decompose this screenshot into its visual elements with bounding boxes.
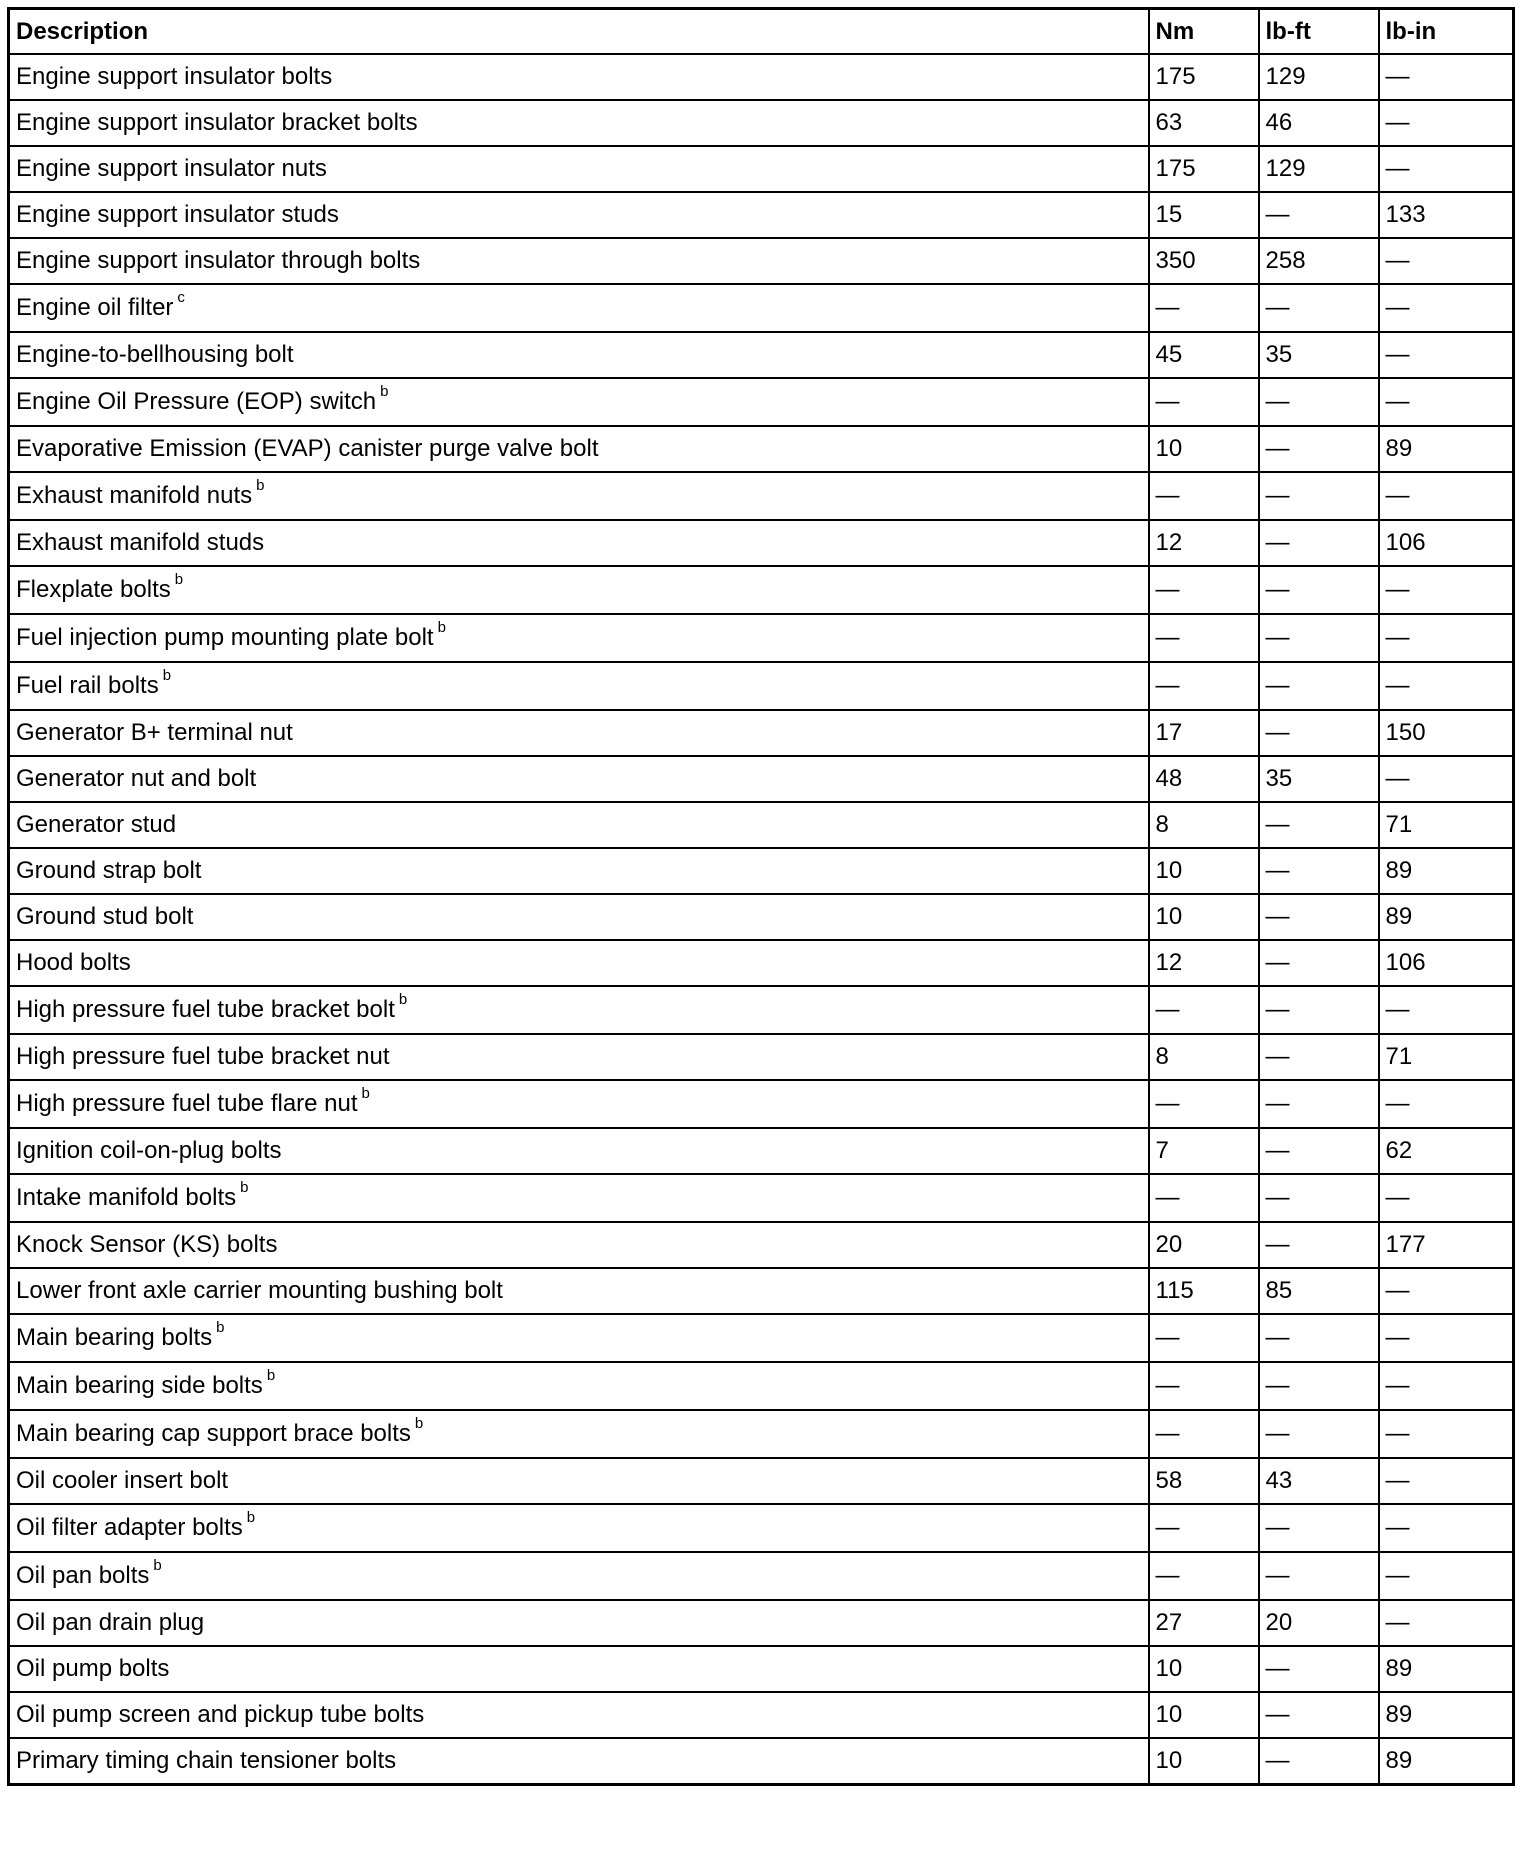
lbft-cell: — <box>1259 1174 1379 1222</box>
footnote-marker: b <box>174 571 184 588</box>
lbft-cell: — <box>1259 1080 1379 1128</box>
description-text: Engine support insulator through bolts <box>16 247 421 274</box>
description-text: Engine-to-bellhousing bolt <box>16 341 294 368</box>
footnote-marker: b <box>246 1509 256 1526</box>
table-row <box>9 1080 1514 1128</box>
lbin-cell: — <box>1379 1268 1514 1314</box>
nm-cell: 175 <box>1149 54 1259 100</box>
lbft-cell: — <box>1259 520 1379 566</box>
table-row <box>9 614 1514 662</box>
table-row <box>9 520 1514 566</box>
description-text: Oil filter adapter bolts <box>16 1514 243 1541</box>
table-row <box>9 1174 1514 1222</box>
table-row <box>9 662 1514 710</box>
nm-cell: — <box>1149 1362 1259 1410</box>
table-row <box>9 802 1514 848</box>
lbft-cell: 258 <box>1259 238 1379 284</box>
nm-cell: — <box>1149 1080 1259 1128</box>
table-row <box>9 192 1514 238</box>
lbin-cell: 177 <box>1379 1222 1514 1268</box>
table-body <box>9 54 1514 1785</box>
description-text: Oil cooler insert bolt <box>16 1467 229 1494</box>
lbin-cell: — <box>1379 662 1514 710</box>
nm-cell: — <box>1149 378 1259 426</box>
table-row <box>9 1504 1514 1552</box>
nm-cell: 20 <box>1149 1222 1259 1268</box>
nm-cell: 48 <box>1149 756 1259 802</box>
description-text: Oil pan bolts <box>16 1562 150 1589</box>
table-row <box>9 1738 1514 1785</box>
description-cell <box>9 1268 1149 1314</box>
lbft-cell: — <box>1259 614 1379 662</box>
description-cell <box>9 192 1149 238</box>
description-text: Ground stud bolt <box>16 903 194 930</box>
lbin-cell: — <box>1379 1362 1514 1410</box>
description-text: Ground strap bolt <box>16 857 202 884</box>
table-row <box>9 1034 1514 1080</box>
description-cell <box>9 520 1149 566</box>
description-text: Knock Sensor (KS) bolts <box>16 1231 278 1258</box>
table-row <box>9 1458 1514 1504</box>
lbin-cell: 89 <box>1379 1692 1514 1738</box>
description-cell <box>9 1692 1149 1738</box>
description-cell <box>9 710 1149 756</box>
nm-cell: — <box>1149 472 1259 520</box>
lbin-cell: — <box>1379 1410 1514 1458</box>
description-text: Engine support insulator bracket bolts <box>16 109 418 136</box>
table-row <box>9 1600 1514 1646</box>
lbin-cell: — <box>1379 1600 1514 1646</box>
description-cell <box>9 1034 1149 1080</box>
description-text: High pressure fuel tube bracket bolt <box>16 996 395 1023</box>
description-cell <box>9 1362 1149 1410</box>
nm-cell: — <box>1149 566 1259 614</box>
lbin-cell: 62 <box>1379 1128 1514 1174</box>
lbin-cell: — <box>1379 100 1514 146</box>
nm-cell: 350 <box>1149 238 1259 284</box>
footnote-marker: b <box>380 383 389 400</box>
lbin-cell: — <box>1379 332 1514 378</box>
description-text: Evaporative Emission (EVAP) canister purge valve bolt <box>16 435 599 462</box>
lbft-cell: 35 <box>1259 756 1379 802</box>
nm-cell: 115 <box>1149 1268 1259 1314</box>
lbin-cell: 89 <box>1379 848 1514 894</box>
footnote-marker: b <box>437 619 446 636</box>
description-cell <box>9 848 1149 894</box>
nm-cell: 15 <box>1149 192 1259 238</box>
lbft-cell: — <box>1259 894 1379 940</box>
header-nm: Nm <box>1149 9 1259 55</box>
description-cell <box>9 1738 1149 1785</box>
lbin-cell: 89 <box>1379 894 1514 940</box>
table-row <box>9 472 1514 520</box>
description-text: Engine support insulator studs <box>16 201 339 228</box>
nm-cell: — <box>1149 1174 1259 1222</box>
lbin-cell: — <box>1379 146 1514 192</box>
nm-cell: 8 <box>1149 802 1259 848</box>
description-text: Fuel rail bolts <box>16 672 159 699</box>
lbft-cell: — <box>1259 472 1379 520</box>
lbin-cell: — <box>1379 566 1514 614</box>
nm-cell: 58 <box>1149 1458 1259 1504</box>
description-text: Intake manifold bolts <box>16 1184 237 1211</box>
lbft-cell: — <box>1259 1552 1379 1600</box>
table-row <box>9 54 1514 100</box>
description-text: Oil pump screen and pickup tube bolts <box>16 1701 425 1728</box>
torque-spec-table <box>7 7 1515 1786</box>
description-cell <box>9 426 1149 472</box>
nm-cell: 10 <box>1149 1646 1259 1692</box>
description-text: Oil pump bolts <box>16 1655 170 1682</box>
description-cell <box>9 332 1149 378</box>
description-cell <box>9 100 1149 146</box>
description-cell <box>9 986 1149 1034</box>
description-text: Hood bolts <box>16 949 131 976</box>
lbin-cell: 89 <box>1379 426 1514 472</box>
description-cell <box>9 566 1149 614</box>
table-row <box>9 100 1514 146</box>
table-row <box>9 566 1514 614</box>
table-row <box>9 426 1514 472</box>
description-text: Engine support insulator bolts <box>16 63 333 90</box>
lbin-cell: 150 <box>1379 710 1514 756</box>
description-cell <box>9 614 1149 662</box>
lbft-cell: — <box>1259 1362 1379 1410</box>
description-text: Exhaust manifold nuts <box>16 482 253 509</box>
description-cell <box>9 940 1149 986</box>
description-cell <box>9 146 1149 192</box>
table-row <box>9 1692 1514 1738</box>
description-cell <box>9 378 1149 426</box>
table-row <box>9 1646 1514 1692</box>
footnote-marker: b <box>153 1557 162 1574</box>
table-row <box>9 1314 1514 1362</box>
table-row <box>9 940 1514 986</box>
header-lbin: lb-in <box>1379 9 1514 55</box>
description-cell <box>9 1314 1149 1362</box>
nm-cell: — <box>1149 662 1259 710</box>
footnote-marker: b <box>398 991 408 1008</box>
header-row <box>9 9 1514 55</box>
description-cell <box>9 1646 1149 1692</box>
lbin-cell: — <box>1379 1080 1514 1128</box>
header-description: Description <box>9 9 1149 55</box>
lbft-cell: 129 <box>1259 54 1379 100</box>
nm-cell: 63 <box>1149 100 1259 146</box>
lbft-cell: — <box>1259 1692 1379 1738</box>
description-cell <box>9 1128 1149 1174</box>
description-text: Flexplate bolts <box>16 576 171 603</box>
description-text: Generator stud <box>16 811 177 838</box>
description-text: Lower front axle carrier mounting bushing bolt <box>16 1277 503 1304</box>
description-text: Main bearing bolts <box>16 1324 213 1351</box>
table-row <box>9 1222 1514 1268</box>
description-cell <box>9 472 1149 520</box>
lbft-cell: — <box>1259 1646 1379 1692</box>
description-text: Oil pan drain plug <box>16 1609 205 1636</box>
table-row <box>9 1268 1514 1314</box>
description-text: Main bearing cap support brace bolts <box>16 1420 411 1447</box>
nm-cell: — <box>1149 614 1259 662</box>
nm-cell: 12 <box>1149 940 1259 986</box>
description-text: Fuel injection pump mounting plate bolt <box>16 624 434 651</box>
nm-cell: 10 <box>1149 426 1259 472</box>
lbft-cell: — <box>1259 940 1379 986</box>
nm-cell: 7 <box>1149 1128 1259 1174</box>
description-cell <box>9 284 1149 332</box>
lbin-cell: 106 <box>1379 940 1514 986</box>
footnote-marker: b <box>162 667 172 684</box>
table-row <box>9 1552 1514 1600</box>
lbin-cell: — <box>1379 756 1514 802</box>
lbin-cell: — <box>1379 472 1514 520</box>
description-cell <box>9 662 1149 710</box>
description-text: Generator B+ terminal nut <box>16 719 293 746</box>
table-row <box>9 332 1514 378</box>
nm-cell: 10 <box>1149 1738 1259 1785</box>
table-row <box>9 1410 1514 1458</box>
nm-cell: 8 <box>1149 1034 1259 1080</box>
lbin-cell: — <box>1379 1458 1514 1504</box>
lbin-cell: 106 <box>1379 520 1514 566</box>
lbin-cell: 71 <box>1379 1034 1514 1080</box>
nm-cell: 10 <box>1149 1692 1259 1738</box>
nm-cell: — <box>1149 284 1259 332</box>
lbin-cell: — <box>1379 986 1514 1034</box>
lbft-cell: 35 <box>1259 332 1379 378</box>
description-text: High pressure fuel tube flare nut <box>16 1090 358 1117</box>
lbft-cell: — <box>1259 986 1379 1034</box>
description-cell <box>9 1080 1149 1128</box>
description-text: Primary timing chain tensioner bolts <box>16 1747 397 1774</box>
nm-cell: 12 <box>1149 520 1259 566</box>
lbft-cell: 85 <box>1259 1268 1379 1314</box>
table-row <box>9 986 1514 1034</box>
description-cell <box>9 1174 1149 1222</box>
nm-cell: — <box>1149 1552 1259 1600</box>
description-text: Ignition coil-on-plug bolts <box>16 1137 282 1164</box>
lbft-cell: — <box>1259 1410 1379 1458</box>
table-row <box>9 710 1514 756</box>
description-text: Engine oil filter <box>16 294 174 321</box>
description-text: Generator nut and bolt <box>16 765 257 792</box>
nm-cell: 45 <box>1149 332 1259 378</box>
footnote-marker: b <box>256 477 265 494</box>
description-cell <box>9 1222 1149 1268</box>
lbft-cell: — <box>1259 1504 1379 1552</box>
lbft-cell: — <box>1259 848 1379 894</box>
footnote-marker: b <box>361 1085 370 1102</box>
nm-cell: 17 <box>1149 710 1259 756</box>
description-text: Exhaust manifold studs <box>16 529 265 556</box>
footnote-marker: b <box>216 1319 225 1336</box>
nm-cell: 175 <box>1149 146 1259 192</box>
description-cell <box>9 756 1149 802</box>
nm-cell: 10 <box>1149 894 1259 940</box>
table-row <box>9 284 1514 332</box>
lbin-cell: — <box>1379 378 1514 426</box>
description-text: Engine support insulator nuts <box>16 155 327 182</box>
description-text: High pressure fuel tube bracket nut <box>16 1043 390 1070</box>
lbft-cell: 129 <box>1259 146 1379 192</box>
description-cell <box>9 54 1149 100</box>
lbft-cell: — <box>1259 710 1379 756</box>
footnote-marker: b <box>240 1179 249 1196</box>
description-text: Engine Oil Pressure (EOP) switch <box>16 388 377 415</box>
footnote-marker: c <box>177 289 185 306</box>
description-cell <box>9 802 1149 848</box>
description-cell <box>9 1600 1149 1646</box>
lbin-cell: — <box>1379 1552 1514 1600</box>
description-cell <box>9 1458 1149 1504</box>
lbft-cell: — <box>1259 378 1379 426</box>
lbft-cell: — <box>1259 426 1379 472</box>
lbft-cell: — <box>1259 1034 1379 1080</box>
lbin-cell: — <box>1379 1504 1514 1552</box>
description-cell <box>9 1504 1149 1552</box>
lbft-cell: — <box>1259 192 1379 238</box>
description-cell <box>9 1410 1149 1458</box>
nm-cell: — <box>1149 1314 1259 1362</box>
description-cell <box>9 894 1149 940</box>
lbft-cell: — <box>1259 1128 1379 1174</box>
table-row <box>9 146 1514 192</box>
lbin-cell: — <box>1379 1314 1514 1362</box>
lbin-cell: — <box>1379 614 1514 662</box>
lbft-cell: — <box>1259 566 1379 614</box>
footnote-marker: b <box>266 1367 276 1384</box>
lbin-cell: — <box>1379 1174 1514 1222</box>
header-lbft: lb-ft <box>1259 9 1379 55</box>
table-row <box>9 756 1514 802</box>
lbft-cell: — <box>1259 1314 1379 1362</box>
table-row <box>9 894 1514 940</box>
lbin-cell: — <box>1379 238 1514 284</box>
description-text: Main bearing side bolts <box>16 1372 263 1399</box>
nm-cell: — <box>1149 986 1259 1034</box>
lbft-cell: — <box>1259 284 1379 332</box>
lbin-cell: 71 <box>1379 802 1514 848</box>
table-row <box>9 848 1514 894</box>
table-row <box>9 1128 1514 1174</box>
table-row <box>9 1362 1514 1410</box>
lbin-cell: — <box>1379 54 1514 100</box>
lbft-cell: 46 <box>1259 100 1379 146</box>
lbin-cell: — <box>1379 284 1514 332</box>
lbin-cell: 89 <box>1379 1738 1514 1785</box>
nm-cell: — <box>1149 1504 1259 1552</box>
lbin-cell: 89 <box>1379 1646 1514 1692</box>
description-cell <box>9 238 1149 284</box>
nm-cell: — <box>1149 1410 1259 1458</box>
table-row <box>9 238 1514 284</box>
lbin-cell: 133 <box>1379 192 1514 238</box>
footnote-marker: b <box>414 1415 424 1432</box>
lbft-cell: — <box>1259 802 1379 848</box>
description-cell <box>9 1552 1149 1600</box>
nm-cell: 10 <box>1149 848 1259 894</box>
table-row <box>9 378 1514 426</box>
nm-cell: 27 <box>1149 1600 1259 1646</box>
lbft-cell: — <box>1259 1738 1379 1785</box>
lbft-cell: — <box>1259 1222 1379 1268</box>
lbft-cell: 43 <box>1259 1458 1379 1504</box>
lbft-cell: 20 <box>1259 1600 1379 1646</box>
lbft-cell: — <box>1259 662 1379 710</box>
